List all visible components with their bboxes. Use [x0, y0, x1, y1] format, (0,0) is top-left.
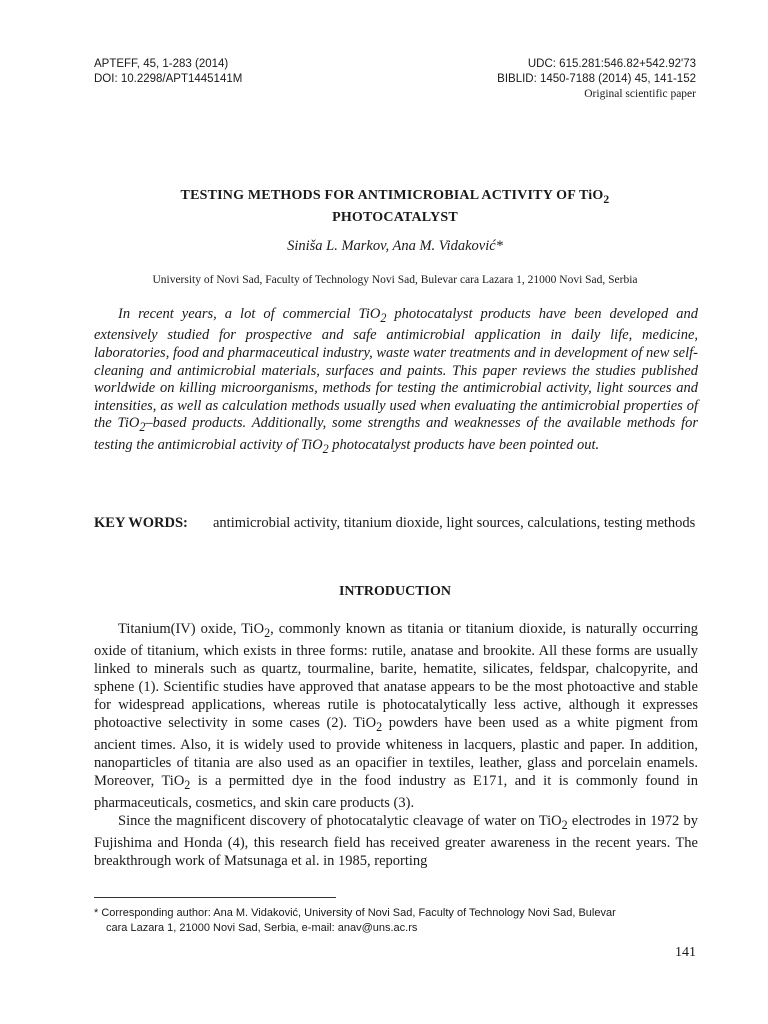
biblid: BIBLID: 1450-7188 (2014) 45, 141-152 [497, 73, 696, 85]
paper-title: TESTING METHODS FOR ANTIMICROBIAL ACTIVITY OF TiO$_2$ PHOTOCATALYST [180, 188, 610, 225]
paper-type: Original scientific paper [584, 88, 696, 100]
header-left [94, 57, 242, 87]
body-text [94, 620, 698, 870]
keywords-label: KEY WORDS: [94, 515, 188, 531]
doi: DOI: 10.2298/APT1445141M [94, 73, 243, 85]
udc: UDC: 615.281:546.82+542.92'73 [527, 58, 696, 70]
footnote: * Corresponding author: Ana M. Vidaković, University of Novi Sad, Faculty of Technology Novi Sad, Bulevar cara Lazara 1, 21000 Novi Sad, Serbia, e-mail: anav@uns.ac.rs [94, 907, 616, 934]
abstract: In recent years, a lot of commercial TiO$_2$ photocatalyst products have been developed and extensively studied for prospective and safe antimicrobial application in daily life, medicine, laboratories, food and pharmaceutical industry, waste water treatments and in development of new self-cleaning and antimicrobial materials, surfaces and paints. This paper reviews the studies published worldwide on killing microorganisms, methods for testing the antimicrobial activity, light sources and intensities, as well as calculation methods usually used when evaluating the antimicrobial properties of the TiO$_2$–based products. Additionally, some strengths and weaknesses of the available methods for testing the antimicrobial activity of TiO$_2$ photocatalyst products have been pointed out. [94, 306, 698, 456]
section-heading: INTRODUCTION [338, 584, 451, 599]
footnote-divider [94, 897, 336, 898]
keywords-text: antimicrobial activity, titanium dioxide, light sources, calculations, testing methods [213, 515, 696, 531]
affiliation: University of Novi Sad, Faculty of Technology Novi Sad, Bulevar cara Lazara 1, 21000 Novi Sad, Serbia [152, 274, 638, 286]
journal-citation: APTEFF, 45, 1-283 (2014) [94, 58, 229, 70]
paragraph: Since the magnificent discovery of photocatalytic cleavage of water on TiO$_2$ electrodes in 1972 by Fujishima and Honda (4), this research field has received greater awareness in the recent years. The breakthrough work of Matsunaga et al. in 1985, reporting [94, 812, 698, 869]
paragraph: Titanium(IV) oxide, TiO$_2$, commonly known as titania or titanium dioxide, is naturally occurring oxide of titanium, which exists in three forms: rutile, anatase and brookite. All these forms are usually linked to minerals such as quartz, tourmaline, barite, hematite, silicates, feldspar, chalcopyrite, and sphene (1). Scientific studies have approved that anatase appears to be the most photoactive and stable for widespread applications, whereas rutile is photocatalytically less active, although it expresses photoactive selectivity in some cases (2). TiO$_2$ powders have been used as a white pigment from ancient times. Also, it is widely used to provide whiteness in lacquers, plastic and paper. In addition, nanoparticles of titania are also used as an opacifier in textiles, leather, glass and porcelain enamels. Moreover, TiO$_2$ is a permitted dye in the food industry as E171, and it is commonly found in pharmaceuticals, cosmetics, and skin care products (3). [94, 621, 698, 811]
page-number: 141 [675, 945, 696, 960]
authors: Siniša L. Markov, Ana M. Vidaković* [287, 238, 503, 254]
header-right [497, 57, 696, 102]
